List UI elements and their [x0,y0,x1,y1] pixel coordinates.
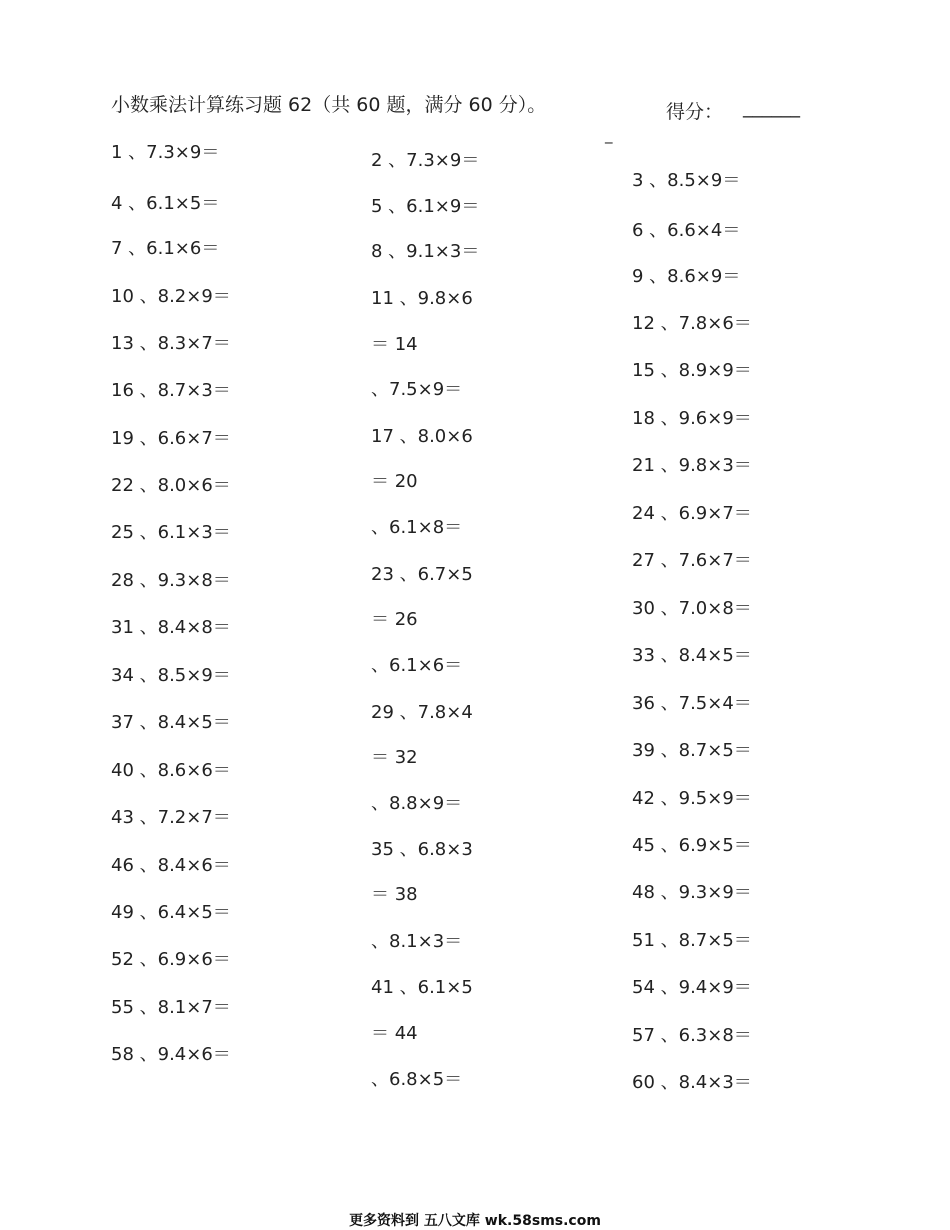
problem-item: 39 、8.7×5＝ [632,740,752,761]
score-label: 得分： [666,101,724,123]
problem-item: 48 、9.3×9＝ [632,882,752,903]
problem-item: 36 、7.5×4＝ [632,693,752,714]
problem-item: 11 、9.8×6 [371,288,473,309]
problem-item: 33 、8.4×5＝ [632,645,752,666]
problem-item: 、8.1×3＝ [371,931,463,952]
problem-item: 43 、7.2×7＝ [111,807,231,828]
problem-item: 、7.5×9＝ [371,379,463,400]
problem-item: 46 、8.4×6＝ [111,855,231,876]
problem-item: 25 、6.1×3＝ [111,522,231,543]
problem-item: 5 、6.1×9＝ [371,196,480,217]
problem-item: 34 、8.5×9＝ [111,665,231,686]
problem-item: 、6.1×8＝ [371,517,463,538]
problem-item: 29 、7.8×4 [371,702,473,723]
problem-item: 7 、6.1×6＝ [111,238,220,259]
problem-item: 21 、9.8×3＝ [632,455,752,476]
stray-mark: _ [605,126,613,144]
problem-item: 24 、6.9×7＝ [632,503,752,524]
problem-item: 22 、8.0×6＝ [111,475,231,496]
problem-item: ＝ 38 [371,884,418,905]
score-blank: ______ [743,96,800,118]
problem-item: 42 、9.5×9＝ [632,788,752,809]
problem-item: 40 、8.6×6＝ [111,760,231,781]
problem-item: 4 、6.1×5＝ [111,193,220,214]
problem-item: ＝ 14 [371,334,418,355]
problem-item: 13 、8.3×7＝ [111,333,231,354]
problem-item: 60 、8.4×3＝ [632,1072,752,1093]
problem-item: 30 、7.0×8＝ [632,598,752,619]
problem-item: ＝ 32 [371,747,418,768]
problem-item: 19 、6.6×7＝ [111,428,231,449]
problem-item: 54 、9.4×9＝ [632,977,752,998]
problem-item: 51 、8.7×5＝ [632,930,752,951]
problem-item: 3 、8.5×9＝ [632,170,741,191]
problem-item: 35 、6.8×3 [371,839,473,860]
problem-item: 31 、8.4×8＝ [111,617,231,638]
footer-text: 更多资料到 五八文库 wk.58sms.com [349,1213,601,1229]
problem-item: 10 、8.2×9＝ [111,286,231,307]
problem-item: 28 、9.3×8＝ [111,570,231,591]
problem-item: 16 、8.7×3＝ [111,380,231,401]
problem-item: 49 、6.4×5＝ [111,902,231,923]
problem-item: 55 、8.1×7＝ [111,997,231,1018]
problem-item: 58 、9.4×6＝ [111,1044,231,1065]
problem-item: 45 、6.9×5＝ [632,835,752,856]
problem-item: 41 、6.1×5 [371,977,473,998]
problem-item: ＝ 26 [371,609,418,630]
problem-item: 2 、7.3×9＝ [371,150,480,171]
problem-item: 、6.8×5＝ [371,1069,463,1090]
problem-item: 12 、7.8×6＝ [632,313,752,334]
problem-item: 6 、6.6×4＝ [632,220,741,241]
problem-item: 17 、8.0×6 [371,426,473,447]
problem-item: 27 、7.6×7＝ [632,550,752,571]
problem-item: 、8.8×9＝ [371,793,463,814]
problem-item: ＝ 44 [371,1023,418,1044]
problem-item: 37 、8.4×5＝ [111,712,231,733]
problem-item: ＝ 20 [371,471,418,492]
problem-item: 18 、9.6×9＝ [632,408,752,429]
problem-item: 23 、6.7×5 [371,564,473,585]
worksheet-title: 小数乘法计算练习题 62（共 60 题，满分 60 分）。 [111,94,547,116]
problem-item: 15 、8.9×9＝ [632,360,752,381]
problem-item: 52 、6.9×6＝ [111,949,231,970]
problem-item: 1 、7.3×9＝ [111,142,220,163]
problem-item: 、6.1×6＝ [371,655,463,676]
problem-item: 8 、9.1×3＝ [371,241,480,262]
problem-item: 9 、8.6×9＝ [632,266,741,287]
problem-item: 57 、6.3×8＝ [632,1025,752,1046]
